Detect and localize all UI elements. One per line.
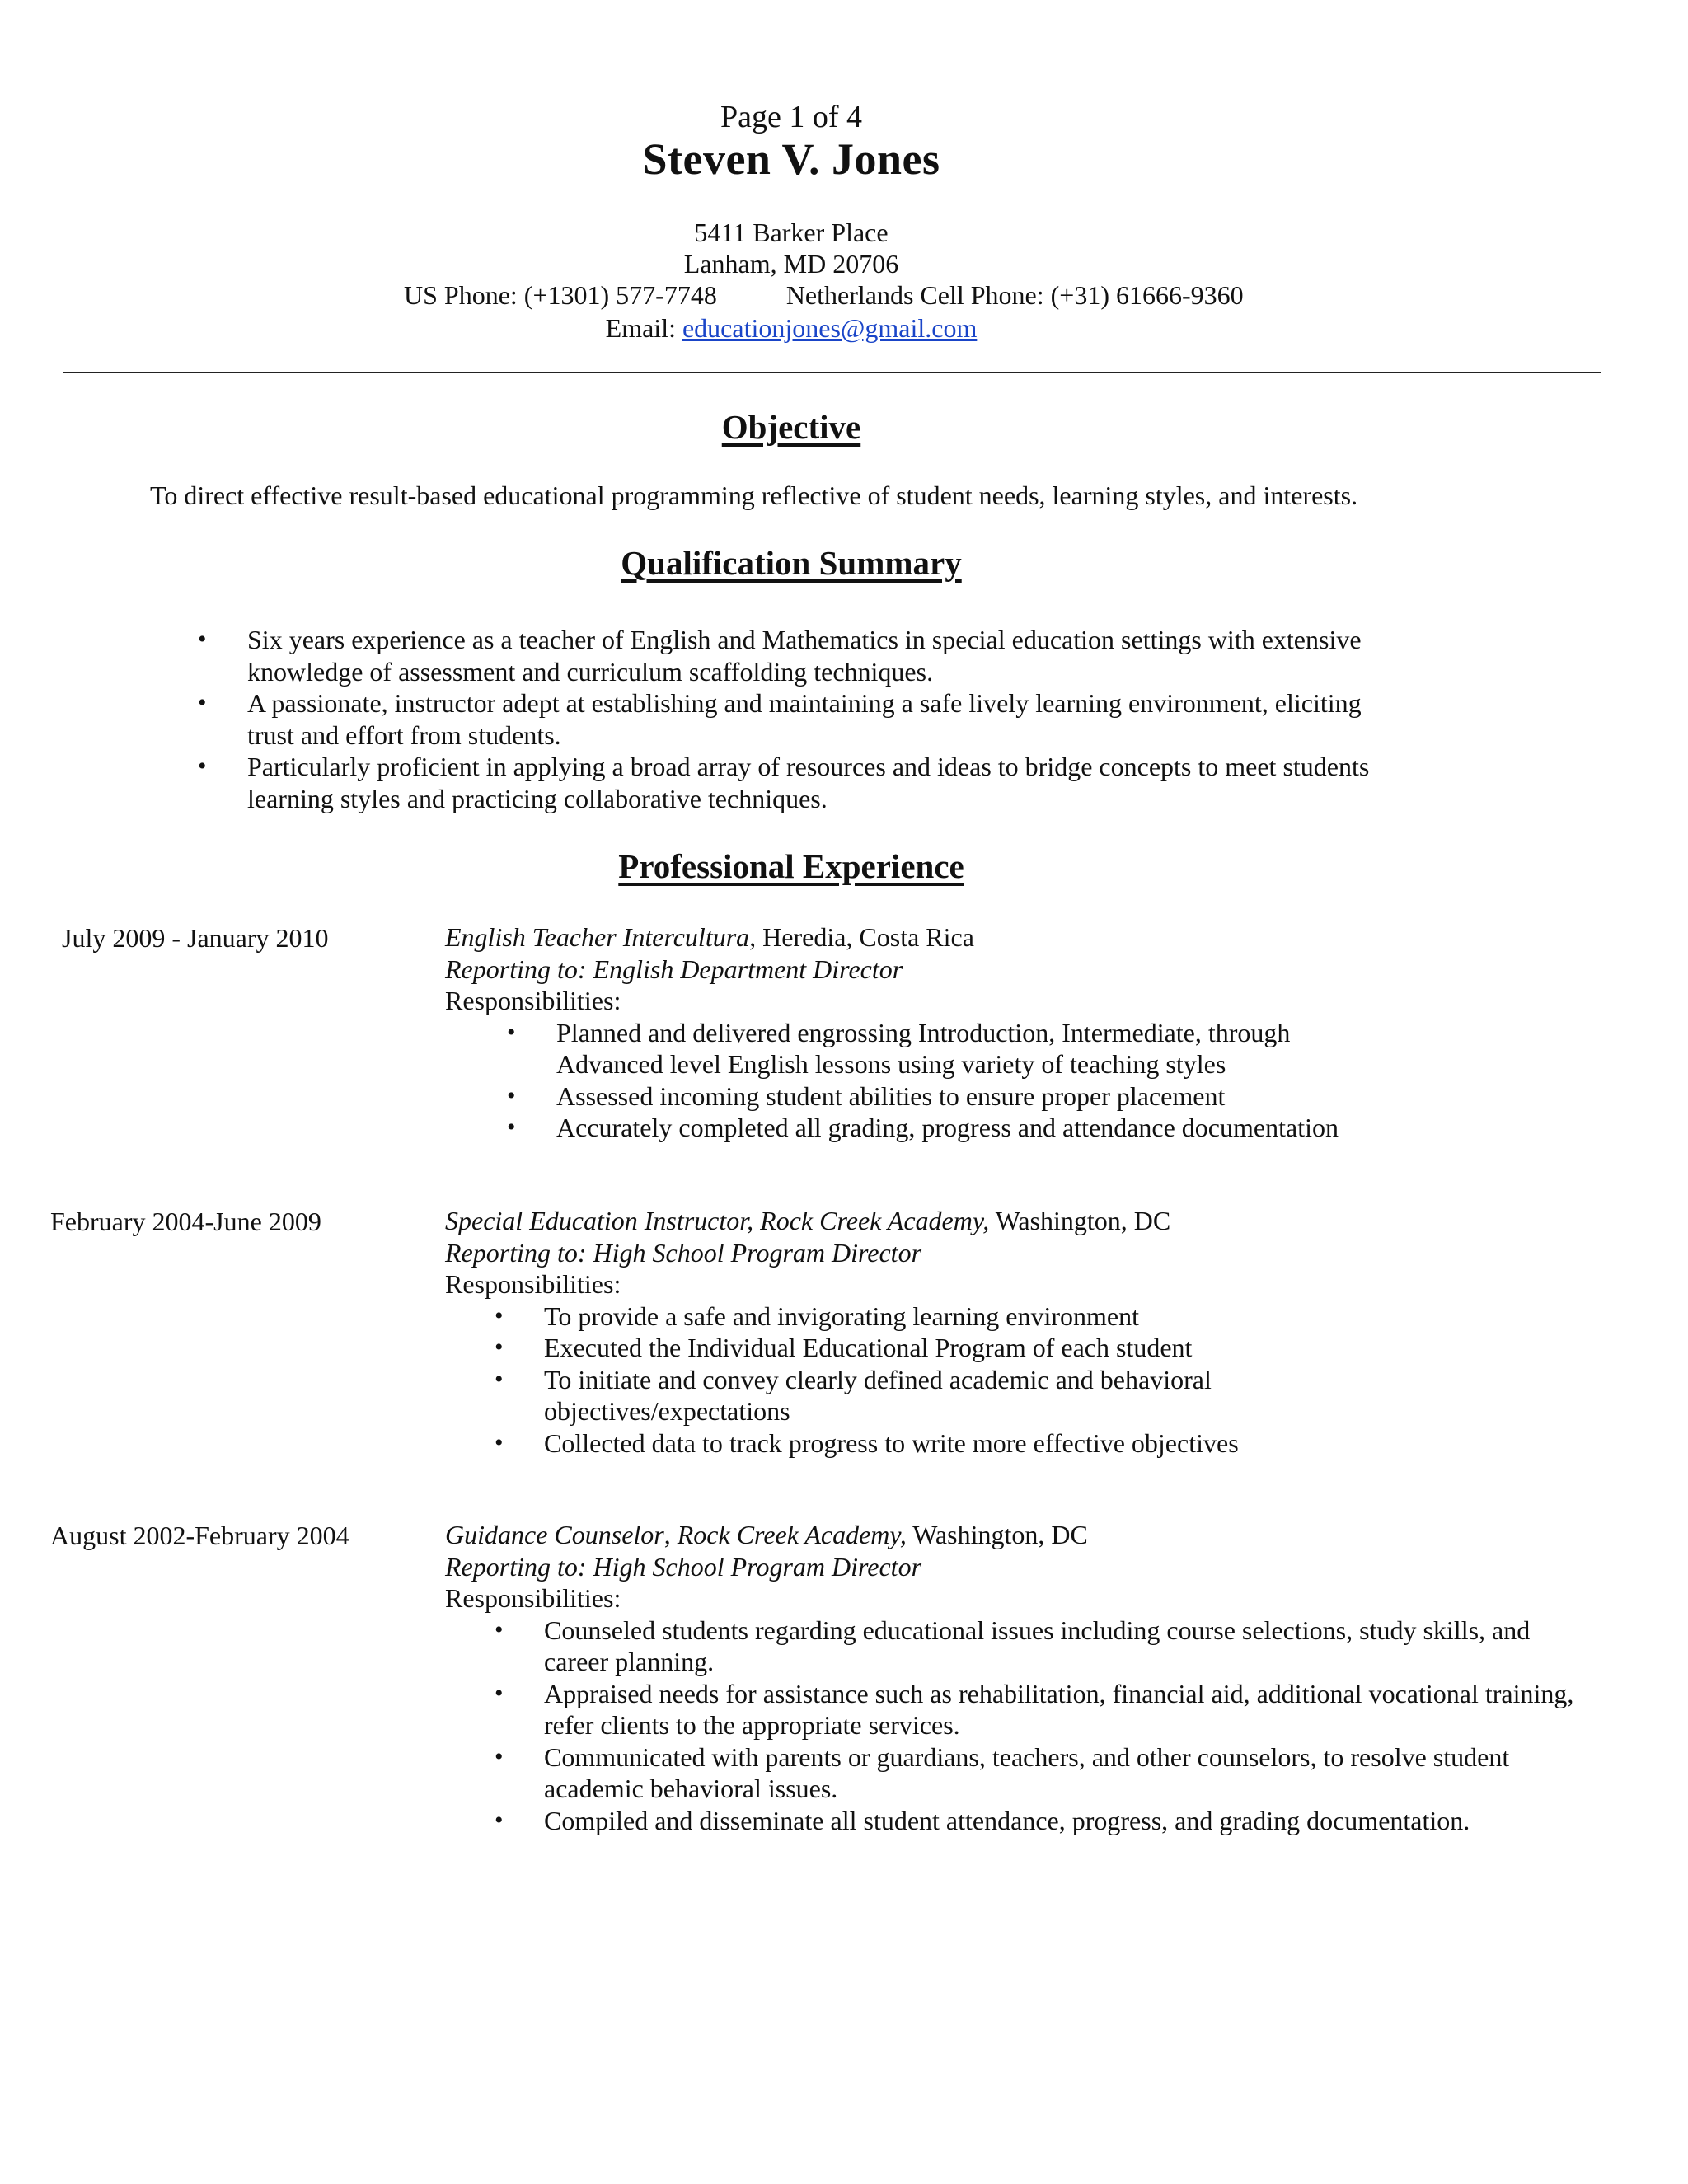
- list-item: [507, 1112, 1628, 1144]
- bullet-icon: •: [198, 626, 207, 653]
- list-item-line: Collected data to track progress to write more effective objectives: [544, 1427, 1239, 1458]
- list-item-line: To provide a safe and invigorating learning environment: [544, 1301, 1139, 1331]
- list-item-line: Assessed incoming student abilities to ensure proper placement: [556, 1080, 1226, 1111]
- list-item-line: A passionate, instructor adept at establishing and maintaining a safe lively learning environment, eliciting: [247, 688, 1362, 718]
- responsibilities-list: [495, 1301, 1615, 1460]
- list-item-line: objectives/expectations: [544, 1396, 790, 1426]
- responsibilities-label: Responsibilities:: [445, 986, 621, 1015]
- professional-experience-heading: Professional Experience: [618, 847, 964, 885]
- job-entry: [445, 921, 1517, 1144]
- job-employer: Rock Creek Academy,: [677, 1520, 907, 1549]
- responsibilities-label: Responsibilities:: [445, 1269, 621, 1299]
- job-title: Guidance Counselor: [445, 1520, 664, 1549]
- job-title-line: [445, 921, 1517, 954]
- list-item-line: To initiate and convey clearly defined academic and behavioral: [544, 1364, 1212, 1394]
- email-label: Email:: [605, 313, 682, 343]
- job-dates: August 2002-February 2004: [50, 1521, 349, 1550]
- list-item: [198, 687, 1451, 751]
- email-line: [0, 312, 1582, 344]
- phone-line: [404, 279, 1244, 312]
- bullet-icon: •: [495, 1615, 504, 1643]
- job-title: Special Education Instructor, Rock Creek Academy,: [445, 1206, 990, 1235]
- list-item: [495, 1332, 1615, 1364]
- list-item-line: Six years experience as a teacher of English and Mathematics in special education settings with extensive: [247, 625, 1362, 654]
- bullet-icon: •: [495, 1806, 504, 1834]
- job-location: Washington, DC: [989, 1206, 1171, 1235]
- job-reporting: Reporting to: High School Program Director: [445, 1237, 922, 1268]
- responsibilities-label: Responsibilities:: [445, 1583, 621, 1613]
- bullet-icon: •: [507, 1113, 516, 1141]
- job-title-line: [445, 1519, 1599, 1551]
- list-item-line: Particularly proficient in applying a broad array of resources and ideas to bridge concepts to meet students: [247, 752, 1370, 781]
- job-entry: [445, 1205, 1517, 1459]
- job-entry: [445, 1519, 1599, 1836]
- bullet-icon: •: [507, 1018, 516, 1046]
- list-item: [198, 624, 1451, 687]
- qualification-list: [198, 624, 1451, 814]
- list-item: [495, 1805, 1688, 1837]
- bullet-icon: •: [495, 1333, 504, 1361]
- objective-heading: Objective: [721, 408, 861, 446]
- page-number: Page 1 of 4: [720, 100, 863, 134]
- list-item-line: Communicated with parents or guardians, teachers, and other counselors, to resolve student: [544, 1741, 1510, 1772]
- job-location: Washington, DC: [906, 1520, 1088, 1549]
- job-dates: July 2009 - January 2010: [62, 923, 329, 953]
- email-link[interactable]: educationjones@gmail.com: [682, 313, 978, 343]
- bullet-icon: •: [198, 752, 207, 780]
- list-item: [495, 1741, 1688, 1805]
- list-item-line: academic behavioral issues.: [544, 1774, 838, 1803]
- list-item-line: career planning.: [544, 1647, 715, 1676]
- netherlands-phone: Netherlands Cell Phone: (+31) 61666-9360: [785, 280, 1244, 310]
- list-item-line: Executed the Individual Educational Program of each student: [544, 1333, 1193, 1362]
- responsibilities-list: [495, 1615, 1688, 1837]
- objective-text: To direct effective result-based educational programming reflective of student needs, learning styles, and interests.: [150, 480, 1358, 510]
- list-item: [507, 1080, 1628, 1113]
- address-line-2: Lanham, MD 20706: [683, 249, 899, 279]
- header-divider: [63, 372, 1601, 373]
- address-line-1: 5411 Barker Place: [694, 218, 889, 247]
- bullet-icon: •: [198, 689, 207, 716]
- job-reporting: Reporting to: English Department Director: [445, 954, 903, 984]
- bullet-icon: •: [495, 1365, 504, 1393]
- qualification-summary-heading: Qualification Summary: [621, 544, 962, 582]
- bullet-icon: •: [495, 1742, 504, 1770]
- list-item-line: refer clients to the appropriate services.: [544, 1710, 960, 1740]
- list-item-line: Advanced level English lessons using variety of teaching styles: [556, 1049, 1226, 1079]
- job-title-separator: ,: [663, 1520, 678, 1549]
- bullet-icon: •: [495, 1301, 504, 1329]
- bullet-icon: •: [495, 1428, 504, 1456]
- list-item-line: Planned and delivered engrossing Introduction, Intermediate, through: [556, 1017, 1291, 1047]
- list-item-line: trust and effort from students.: [247, 719, 561, 750]
- list-item: [198, 751, 1451, 814]
- list-item: [495, 1615, 1688, 1678]
- list-item-line: Appraised needs for assistance such as rehabilitation, financial aid, additional vocational training,: [544, 1678, 1574, 1708]
- list-item: [495, 1364, 1615, 1427]
- list-item: [495, 1301, 1615, 1333]
- list-item-line: Counseled students regarding educational issues including course selections, study skills, and: [544, 1615, 1531, 1645]
- job-dates: February 2004-June 2009: [50, 1207, 321, 1236]
- list-item-line: learning styles and practicing collaborative techniques.: [247, 783, 828, 813]
- list-item-line: knowledge of assessment and curriculum scaffolding techniques.: [247, 656, 934, 687]
- job-location: Heredia, Costa Rica: [756, 922, 974, 952]
- us-phone: US Phone: (+1301) 577-7748: [404, 280, 717, 310]
- list-item-line: Compiled and disseminate all student attendance, progress, and grading documentation.: [544, 1805, 1470, 1835]
- candidate-name: Steven V. Jones: [642, 134, 940, 184]
- list-item: [495, 1678, 1688, 1741]
- bullet-icon: •: [495, 1679, 504, 1707]
- list-item: [507, 1017, 1628, 1080]
- job-title-line: [445, 1205, 1517, 1237]
- list-item: [495, 1427, 1615, 1460]
- job-title: English Teacher Intercultura,: [445, 922, 757, 952]
- responsibilities-list: [507, 1017, 1628, 1144]
- bullet-icon: •: [507, 1081, 516, 1109]
- list-item-line: Accurately completed all grading, progress and attendance documentation: [556, 1113, 1339, 1142]
- job-reporting: Reporting to: High School Program Director: [445, 1551, 922, 1582]
